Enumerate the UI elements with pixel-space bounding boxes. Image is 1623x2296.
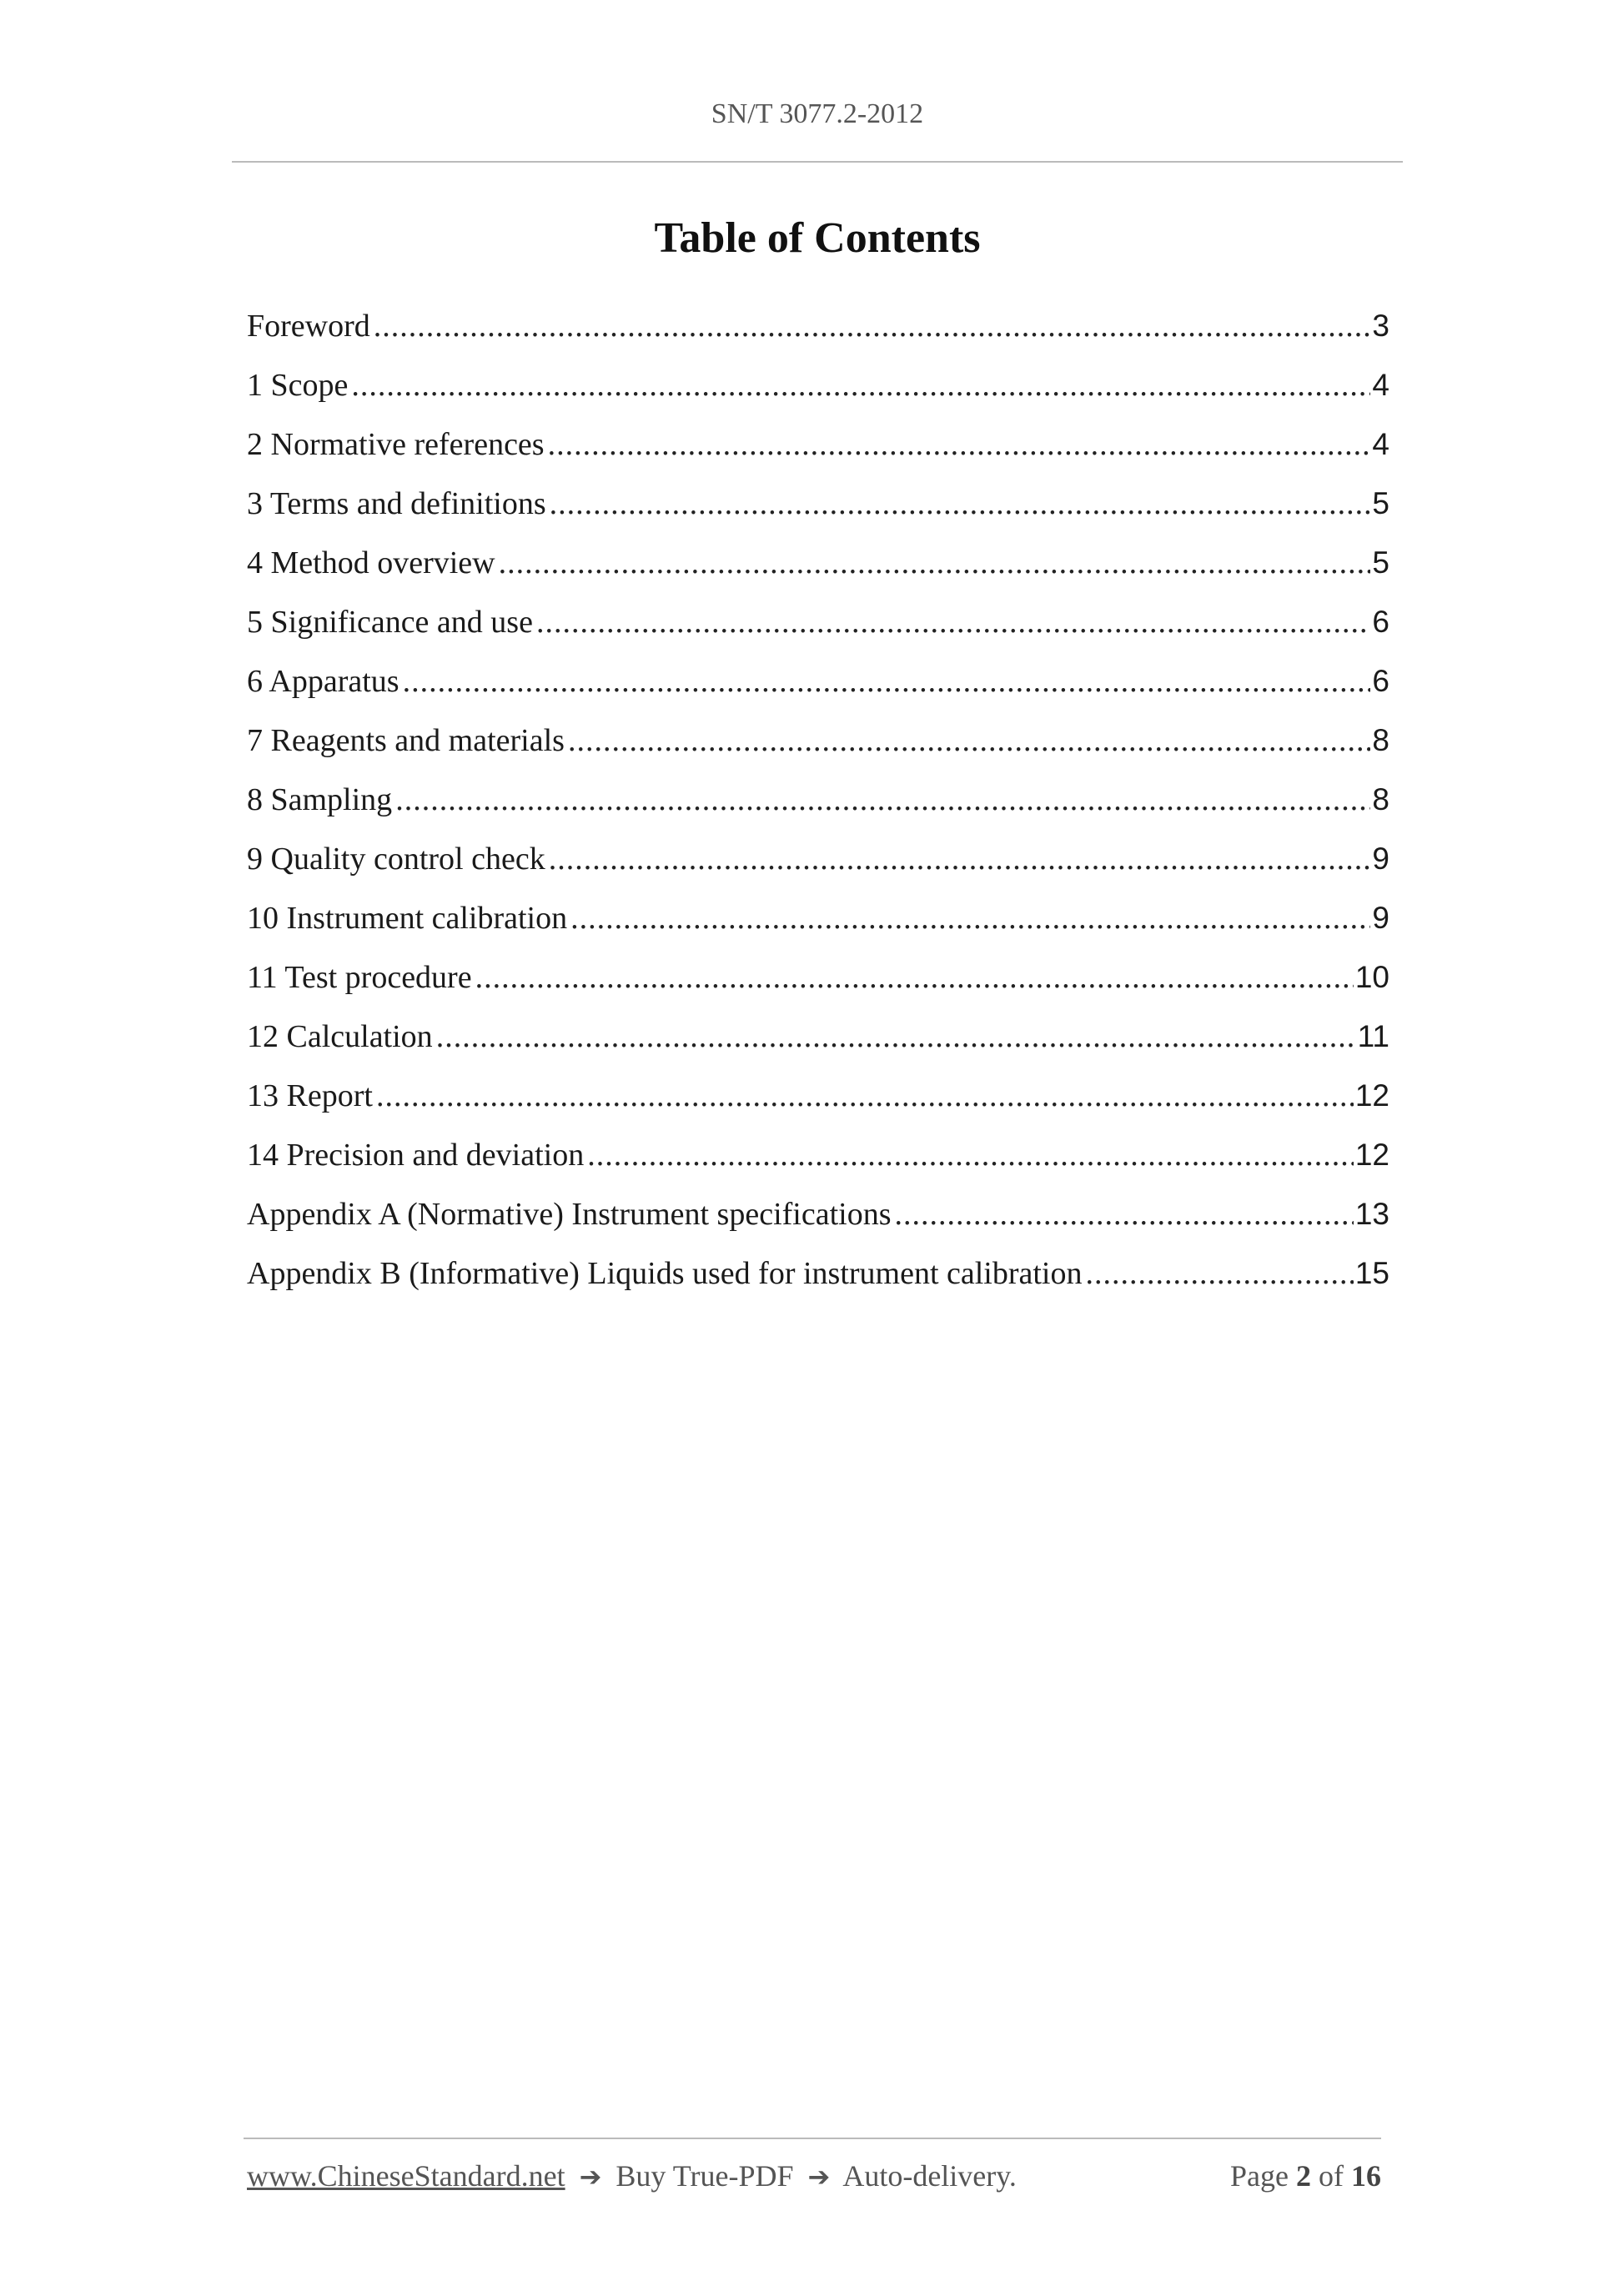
- toc-title: Table of Contents: [654, 214, 981, 262]
- toc-entry-report[interactable]: [247, 1066, 1389, 1125]
- toc-entry-title: 10 Instrument calibration: [247, 900, 568, 936]
- toc-leader-dots: [550, 485, 1371, 522]
- page-label: Page: [1230, 2159, 1289, 2193]
- toc-entry-title: 9 Quality control check: [247, 841, 545, 877]
- toc-entry-title: 5 Significance and use: [247, 604, 533, 640]
- toc-leader-dots: [587, 1137, 1354, 1173]
- toc-entry-precision-deviation[interactable]: [247, 1125, 1389, 1184]
- toc-entry-method-overview[interactable]: [247, 533, 1389, 592]
- footer-promo: [247, 2158, 1017, 2193]
- toc-entry-appendix-a[interactable]: [247, 1184, 1389, 1243]
- toc-leader-dots: [475, 959, 1354, 996]
- toc-entry-title: 8 Sampling: [247, 781, 393, 817]
- of-label: of: [1319, 2159, 1344, 2193]
- toc-leader-dots: [374, 308, 1371, 344]
- toc-entry-title: 12 Calculation: [247, 1018, 433, 1054]
- toc-entry-page: 4: [1372, 367, 1389, 402]
- toc-leader-dots: [895, 1196, 1354, 1233]
- page-number: 2: [1296, 2159, 1311, 2193]
- toc-entry-page: 15: [1354, 1255, 1389, 1290]
- toc-entry-page: 10: [1354, 959, 1389, 994]
- toc-entry-normative-references[interactable]: [247, 414, 1389, 474]
- toc-leader-dots: [549, 841, 1371, 877]
- toc-entry-appendix-b[interactable]: [247, 1243, 1389, 1303]
- toc-entry-quality-control[interactable]: [247, 829, 1389, 888]
- toc-entry-title: 7 Reagents and materials: [247, 722, 565, 758]
- toc-entry-title: 11 Test procedure: [247, 959, 472, 995]
- toc-leader-dots: [568, 722, 1370, 759]
- header-divider: [232, 161, 1403, 163]
- toc-entry-title: Foreword: [247, 308, 370, 344]
- toc-entry-page: 8: [1372, 781, 1389, 816]
- toc-leader-dots: [1086, 1255, 1354, 1292]
- toc-entry-title: Appendix B (Informative) Liquids used for instrument calibration: [247, 1255, 1083, 1291]
- toc-entry-title: 14 Precision and deviation: [247, 1137, 585, 1173]
- toc-entry-instrument-calibration[interactable]: [247, 888, 1389, 947]
- toc-entry-scope[interactable]: [247, 355, 1389, 414]
- toc-entry-significance-use[interactable]: [247, 592, 1389, 651]
- toc-leader-dots: [376, 1078, 1354, 1114]
- site-link[interactable]: www.ChineseStandard.net: [247, 2159, 565, 2193]
- toc-leader-dots: [536, 604, 1370, 641]
- toc-entry-page: 12: [1354, 1137, 1389, 1172]
- document-id-header: SN/T 3077.2-2012: [711, 98, 924, 129]
- toc-entry-page: 13: [1354, 1196, 1389, 1231]
- toc-entry-test-procedure[interactable]: [247, 947, 1389, 1007]
- toc-entry-title: Appendix A (Normative) Instrument specifications: [247, 1196, 892, 1232]
- toc-entry-sampling[interactable]: [247, 770, 1389, 829]
- buy-true-pdf-text: Buy True-PDF: [616, 2159, 794, 2193]
- toc-entry-title: 3 Terms and definitions: [247, 485, 546, 521]
- page-total: 16: [1351, 2159, 1381, 2193]
- right-arrow-icon: ➔: [807, 2161, 831, 2193]
- toc-entry-reagents-materials[interactable]: [247, 711, 1389, 770]
- page-footer: [247, 2158, 1381, 2193]
- toc-leader-dots: [403, 663, 1371, 700]
- toc-entry-page: 6: [1372, 604, 1389, 639]
- toc-leader-dots: [570, 900, 1370, 937]
- toc-entry-title: 1 Scope: [247, 367, 349, 403]
- toc-entry-title: 2 Normative references: [247, 426, 545, 462]
- auto-delivery-text: Auto-delivery.: [842, 2159, 1017, 2193]
- toc-leader-dots: [548, 426, 1371, 463]
- toc-leader-dots: [351, 367, 1370, 404]
- right-arrow-icon: ➔: [579, 2161, 602, 2193]
- toc-entry-page: 5: [1372, 545, 1389, 580]
- toc-list: [247, 296, 1389, 1303]
- footer-divider: [244, 2138, 1381, 2139]
- toc-entry-foreword[interactable]: [247, 296, 1389, 355]
- toc-entry-title: 13 Report: [247, 1078, 373, 1113]
- toc-entry-page: 5: [1372, 485, 1389, 520]
- toc-entry-title: 4 Method overview: [247, 545, 495, 580]
- toc-leader-dots: [395, 781, 1370, 818]
- toc-entry-title: 6 Apparatus: [247, 663, 399, 699]
- toc-entry-terms-definitions[interactable]: [247, 474, 1389, 533]
- page-indicator: [1230, 2158, 1381, 2193]
- toc-leader-dots: [499, 545, 1371, 581]
- toc-leader-dots: [436, 1018, 1356, 1055]
- toc-entry-page: 3: [1372, 308, 1389, 343]
- toc-entry-page: 4: [1372, 426, 1389, 461]
- toc-entry-apparatus[interactable]: [247, 651, 1389, 711]
- toc-entry-page: 6: [1372, 663, 1389, 698]
- toc-entry-page: 9: [1372, 841, 1389, 876]
- toc-entry-page: 9: [1372, 900, 1389, 935]
- toc-entry-page: 11: [1357, 1018, 1389, 1053]
- toc-entry-page: 12: [1354, 1078, 1389, 1113]
- toc-entry-calculation[interactable]: [247, 1007, 1389, 1066]
- toc-entry-page: 8: [1372, 722, 1389, 757]
